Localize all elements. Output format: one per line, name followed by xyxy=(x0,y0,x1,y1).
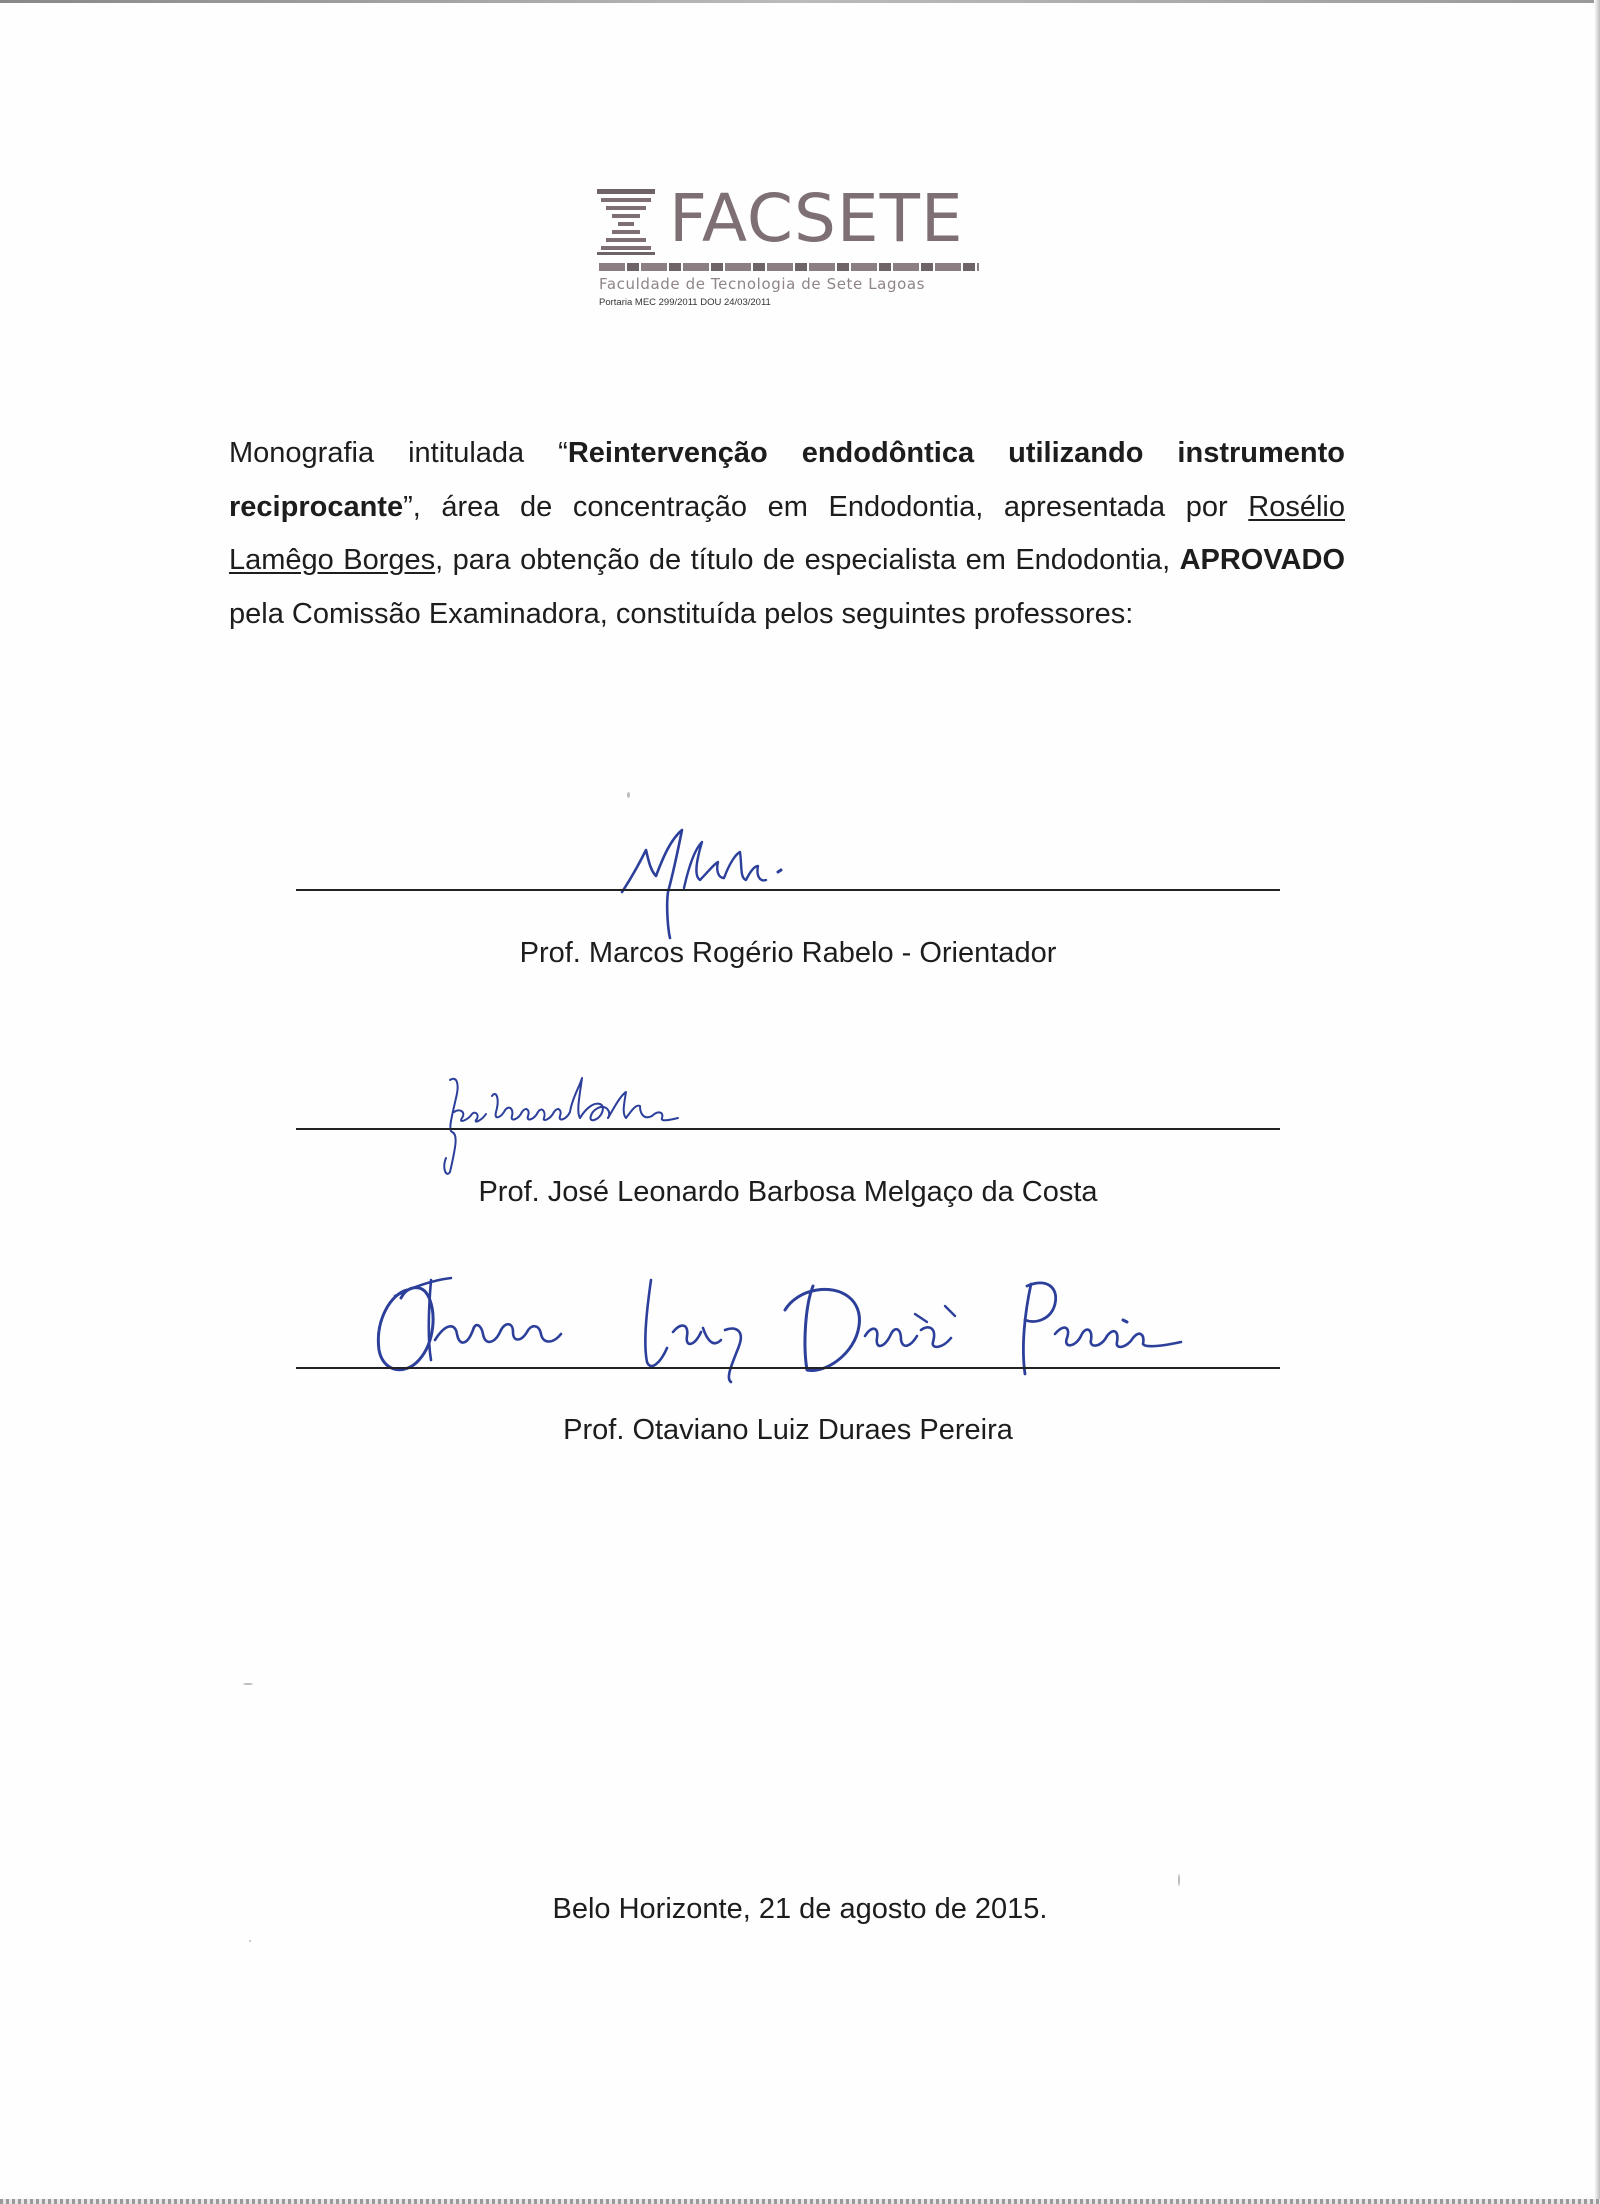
scan-speck xyxy=(249,1940,251,1942)
approval-closing: pela Comissão Examinadora, constituída pelos seguintes professores: xyxy=(229,597,1134,630)
facsete-emblem-icon xyxy=(597,189,655,255)
examiner-name-1: Prof. Marcos Rogério Rabelo - Orientador xyxy=(519,937,1057,969)
signature-otaviano-pereira xyxy=(355,1250,1195,1385)
approval-verdict: APROVADO xyxy=(1179,544,1345,576)
logo-name: FACSETE xyxy=(669,180,964,257)
scan-edge-bottom xyxy=(0,2199,1600,2204)
logo-subtitle: Faculdade de Tecnologia de Sete Lagoas xyxy=(599,275,926,293)
scan-speck xyxy=(627,792,630,798)
facsete-logo xyxy=(597,180,982,313)
approval-paragraph xyxy=(229,427,1345,641)
examiner-name-3: Prof. Otaviano Luiz Duraes Pereira xyxy=(563,1414,1013,1446)
author-name: Rosélio Lamêgo Borges xyxy=(229,490,1345,576)
signature-line-3 xyxy=(296,1367,1280,1369)
approval-after-title: ”, área de concentração em Endodontia, apresentada por xyxy=(403,490,1249,523)
examiner-name-2: Prof. José Leonardo Barbosa Melgaço da Costa xyxy=(478,1176,1098,1208)
approval-after-author: , para obtenção de título de especialista em Endodontia, xyxy=(435,544,1180,576)
monograph-title: Reintervenção endodôntica utilizando instrumento reciprocante xyxy=(229,437,1345,523)
signature-jose-leonardo xyxy=(430,1068,770,1178)
scan-speck xyxy=(243,1683,253,1685)
signature-marcos-rabelo xyxy=(600,810,850,950)
scan-edge-right xyxy=(1594,0,1600,2204)
approval-intro: Monografia intitulada “ xyxy=(229,437,568,469)
date-location: Belo Horizonte, 21 de agosto de 2015. xyxy=(552,1893,1048,1925)
scan-speck xyxy=(1178,1874,1180,1886)
signature-line-1 xyxy=(296,889,1280,891)
scan-edge-top xyxy=(0,0,1600,3)
logo-divider-bar xyxy=(599,263,979,271)
logo-portaria: Portaria MEC 299/2011 DOU 24/03/2011 xyxy=(599,297,771,308)
signature-line-2 xyxy=(296,1128,1280,1130)
